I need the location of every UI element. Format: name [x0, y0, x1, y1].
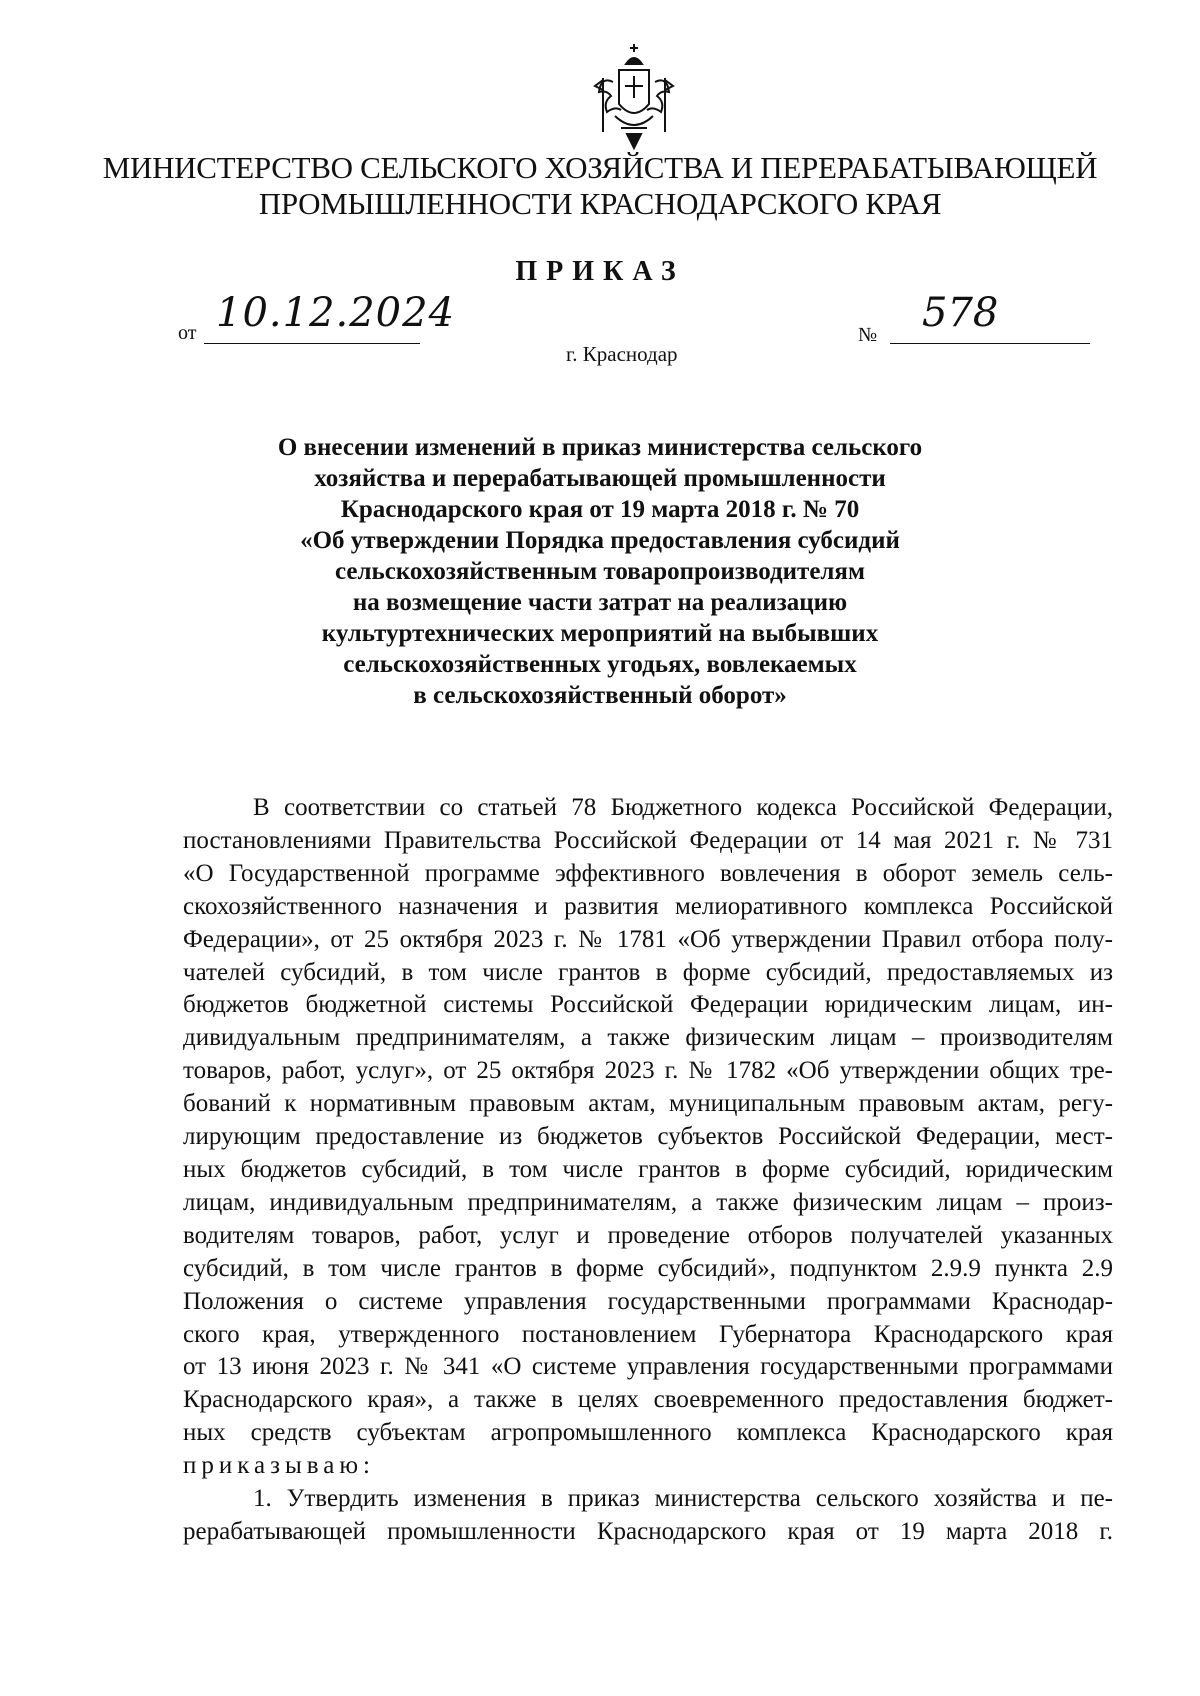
body-line: ных средств субъектам агропромышленного комплекса Краснодарского края — [183, 1419, 1113, 1447]
subject-line: в сельскохозяйственный оборот» — [413, 682, 787, 709]
ministry-line-2: ПРОМЫШЛЕННОСТИ КРАСНОДАРСКОГО КРАЯ — [258, 186, 942, 221]
document-type-title: ПРИКАЗ — [515, 256, 685, 287]
body-line: чателей субсидий, в том числе грантов в форме субсидий, предоставляемых из — [183, 958, 1113, 986]
body-line: рерабатывающей промышленности Краснодарского края от 19 марта 2018 г. — [183, 1517, 1113, 1545]
body-line: Положения о системе управления государственными программами Краснодар- — [183, 1287, 1113, 1315]
ministry-line-1: МИНИСТЕРСТВО СЕЛЬСКОГО ХОЗЯЙСТВА И ПЕРЕРАБАТЫВАЮЩЕЙ — [102, 150, 1098, 185]
body-line-item-1: 1. Утвердить изменения в приказ министерства сельского хозяйства и пе- — [253, 1485, 1113, 1513]
body-line: ных бюджетов субсидий, в том числе грантов в форме субсидий, юридическим — [183, 1155, 1113, 1183]
body-line: водителям товаров, работ, услуг и проведение отборов получателей указанных — [183, 1221, 1113, 1249]
body-line: «О Государственной программе эффективного вовлечения в оборот земель сель- — [183, 859, 1113, 887]
body-line: от 13 июня 2023 г. № 341 «О системе управления государственными программами — [183, 1353, 1113, 1381]
body-line: В соответствии со статьей 78 Бюджетного кодекса Российской Федерации, — [253, 794, 1113, 821]
subject-line: «Об утверждении Порядка предоставления субсидий — [300, 527, 900, 554]
body-line: постановлениями Правительства Российской Федерации от 14 мая 2021 г. № 731 — [183, 826, 1113, 854]
body-line: Федерации», от 25 октября 2023 г. № 1781 «Об утверждении Правил отбора полу- — [183, 925, 1113, 953]
subject-line: О внесении изменений в приказ министерства сельского — [277, 434, 923, 461]
subject-line: Краснодарского края от 19 марта 2018 г. № 70 — [340, 496, 860, 523]
number-label: № — [858, 324, 878, 346]
body-text — [183, 792, 1113, 1549]
body-line: субсидий, в том числе грантов в форме субсидий», подпунктом 2.9.9 пункта 2.9 — [183, 1254, 1113, 1282]
order-subject — [0, 432, 1200, 711]
body-line-order-word: приказываю: — [183, 1452, 375, 1480]
handwritten-date: 10.12.2024 — [216, 290, 456, 336]
body-line: товаров, работ, услуг», от 25 октября 2023 г. № 1782 «Об утверждении общих тре- — [183, 1057, 1113, 1085]
coat-of-arms-icon — [593, 42, 675, 152]
subject-line: сельскохозяйственных угодьях, вовлекаемых — [343, 651, 857, 678]
number-underline — [890, 343, 1090, 344]
body-line: лирующим предоставление из бюджетов субъектов Российской Федерации, мест- — [183, 1123, 1113, 1151]
body-line: ского края, утвержденного постановлением Губернатора Краснодарского края — [183, 1320, 1113, 1348]
subject-line: культуртехнических мероприятий на выбывших — [321, 620, 879, 647]
subject-line: хозяйства и перерабатывающей промышленности — [314, 465, 886, 492]
body-line: Краснодарского края», а также в целях своевременного предоставления бюджет- — [183, 1386, 1113, 1414]
body-line: дивидуальным предпринимателям, а также физическим лицам – производителям — [183, 1024, 1113, 1052]
ministry-name — [0, 150, 1200, 222]
date-underline — [204, 343, 420, 344]
body-line: бюджетов бюджетной системы Российской Федерации юридическим лицам, ин- — [183, 991, 1113, 1019]
body-line: скохозяйственного назначения и развития мелиоративного комплекса Российской — [183, 892, 1113, 920]
subject-line: на возмещение части затрат на реализацию — [352, 589, 848, 616]
body-line: лицам, индивидуальным предпринимателям, а также физическим лицам – произ- — [183, 1188, 1113, 1216]
body-line: бований к нормативным правовым актам, муниципальным правовым актам, регу- — [183, 1090, 1113, 1118]
city-name: г. Краснодар — [566, 342, 678, 366]
handwritten-number: 578 — [922, 290, 999, 336]
date-label: от — [178, 322, 197, 344]
subject-line: сельскохозяйственным товаропроизводителям — [334, 558, 865, 585]
